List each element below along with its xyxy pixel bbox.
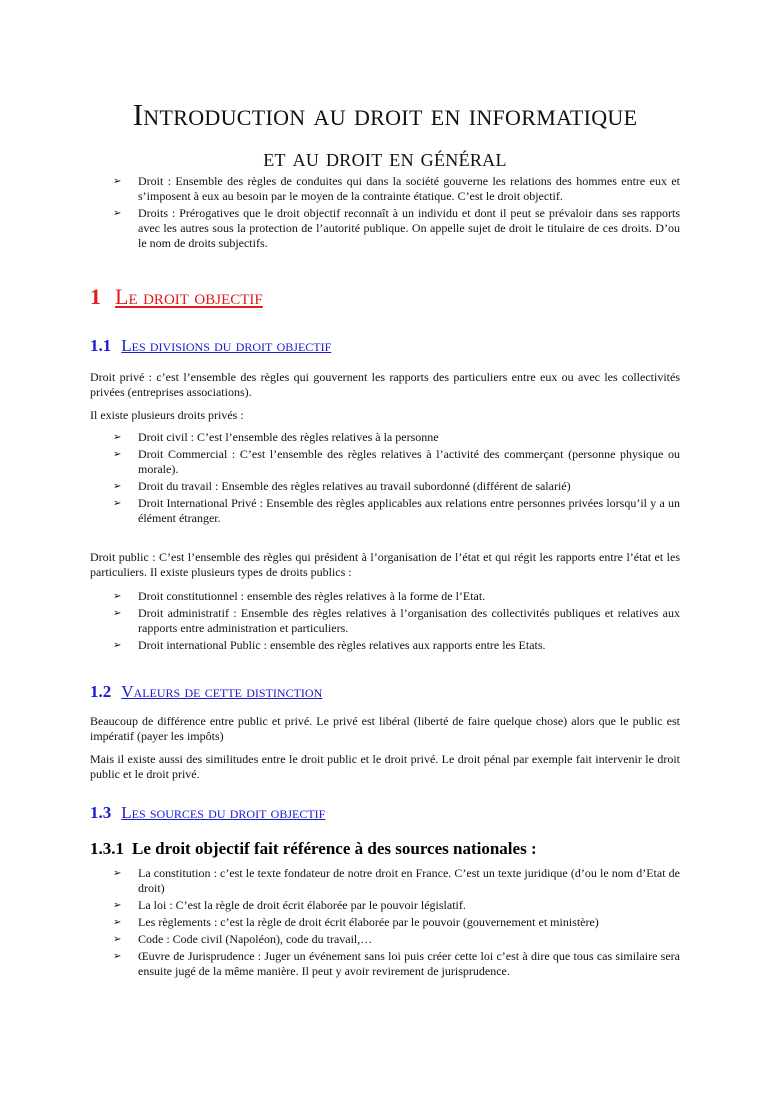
arrowhead-bullet-icon: ➢ xyxy=(113,951,122,962)
document-title-line2: et au droit en général xyxy=(263,143,507,172)
document-page xyxy=(0,96,768,1120)
paragraph-plusieurs-prives: Il existe plusieurs droits privés : xyxy=(90,408,244,422)
arrowhead-bullet-icon: ➢ xyxy=(113,498,122,509)
section-title: Le droit objectif fait référence à des sources nationales : xyxy=(132,839,537,858)
section-heading-1-3 xyxy=(90,802,680,824)
list-item: ➢ Droit civil : C’est l’ensemble des règles relatives à la personne xyxy=(113,430,439,444)
section-heading-1-3-1 xyxy=(90,838,680,860)
arrowhead-bullet-icon: ➢ xyxy=(113,934,122,945)
arrowhead-bullet-icon: ➢ xyxy=(113,640,122,651)
list-item: ➢ Œuvre de Jurisprudence : Juger un événement sans loi puis créer cette loi c’est à dire que tous cas similaire sera ensuite jugé de la même manière. Il peut y avoir revirement de jurisprudence. xyxy=(113,949,680,978)
list-item: ➢ Droit International Privé : Ensemble des règles applicables aux relations entre personnes privées lorsqu’il y a un élément étranger. xyxy=(113,496,680,525)
arrowhead-bullet-icon: ➢ xyxy=(113,868,122,879)
list-item: ➢ Droit : Ensemble des règles de conduites qui dans la société gouverne les relations des hommes entre eux et s’imposent à eux au besoin par le moyen de la contrainte étatique. C’est le droit objectif. xyxy=(113,174,680,203)
section-title: Les sources du droit objectif xyxy=(121,803,326,822)
section-number: 1.3 xyxy=(90,803,112,822)
list-item: ➢ Droit Commercial : C’est l’ensemble des règles relatives à l’activité des commerçant (personne physique ou morale). xyxy=(113,447,680,476)
list-item: ➢ Droit international Public : ensemble des règles relatives aux rapports entre les Etats. xyxy=(113,638,546,652)
droits-publics-list xyxy=(90,589,680,653)
list-item: ➢ La constitution : c’est le texte fondateur de notre droit en France. C’est un texte juridique (d’ou le nom d’Etat de droit) xyxy=(113,866,680,895)
arrowhead-bullet-icon: ➢ xyxy=(113,449,122,460)
section-title: Les divisions du droit objectif xyxy=(121,336,332,355)
list-item: ➢ Droits : Prérogatives que le droit objectif reconnaît à un individu et dont il peut se prévaloir dans ses rapports avec les autres sous la protection de l’autorité publique. On appelle sujet de droit le titulaire de ces droits. D’ou le nom de droits subjectifs. xyxy=(113,206,680,250)
list-item: ➢ Droit du travail : Ensemble des règles relatives au travail subordonné (différent de salarié) xyxy=(113,479,571,493)
arrowhead-bullet-icon: ➢ xyxy=(113,900,122,911)
arrowhead-bullet-icon: ➢ xyxy=(113,208,122,219)
paragraph-difference: Beaucoup de différence entre public et privé. Le privé est libéral (liberté de faire quelque chose) alors que le public est impératif (payer les impôts) xyxy=(90,714,680,743)
section-heading-1 xyxy=(90,284,680,310)
list-item: ➢ La loi : C’est la règle de droit écrit élaborée par le pouvoir législatif. xyxy=(113,898,466,912)
section-number: 1.1 xyxy=(90,336,112,355)
arrowhead-bullet-icon: ➢ xyxy=(113,481,122,492)
arrowhead-bullet-icon: ➢ xyxy=(113,432,122,443)
list-item: ➢ Droit administratif : Ensemble des règles relatives à l’organisation des collectivités publiques et relatives aux rapports entre administration et particuliers. xyxy=(113,606,680,635)
paragraph-droit-prive: Droit privé : c’est l’ensemble des règles qui gouvernent les rapports des particuliers entre eux ou avec les collectivités privées (entreprises associations). xyxy=(90,370,680,399)
document-title-line1: Introduction au droit en informatique xyxy=(132,97,638,132)
section-heading-1-1 xyxy=(90,335,680,357)
paragraph-similitudes: Mais il existe aussi des similitudes entre le droit public et le droit privé. Le droit pénal par exemple fait intervenir le droit public et le droit privé. xyxy=(90,752,680,781)
list-item: ➢ Les règlements : c’est la règle de droit écrit élaborée par le pouvoir (gouvernement et ministère) xyxy=(113,915,599,929)
section-title: Le droit objectif xyxy=(115,284,263,309)
intro-definitions-list xyxy=(90,174,680,251)
list-item: ➢ Code : Code civil (Napoléon), code du travail,… xyxy=(113,932,373,946)
sources-nationales-list xyxy=(90,866,680,979)
arrowhead-bullet-icon: ➢ xyxy=(113,917,122,928)
section-number: 1 xyxy=(90,284,101,309)
arrowhead-bullet-icon: ➢ xyxy=(113,608,122,619)
section-number: 1.3.1 xyxy=(90,839,124,858)
section-title: Valeurs de cette distinction xyxy=(121,682,323,701)
arrowhead-bullet-icon: ➢ xyxy=(113,591,122,602)
paragraph-droit-public: Droit public : C’est l’ensemble des règles qui président à l’organisation de l’état et qui régit les rapports entre l’état et les particuliers. Il existe plusieurs types de droits publics : xyxy=(90,550,680,579)
section-number: 1.2 xyxy=(90,682,112,701)
arrowhead-bullet-icon: ➢ xyxy=(113,176,122,187)
section-heading-1-2 xyxy=(90,681,680,703)
list-item: ➢ Droit constitutionnel : ensemble des règles relatives à la forme de l’Etat. xyxy=(113,589,486,603)
droits-prives-list xyxy=(90,430,680,526)
